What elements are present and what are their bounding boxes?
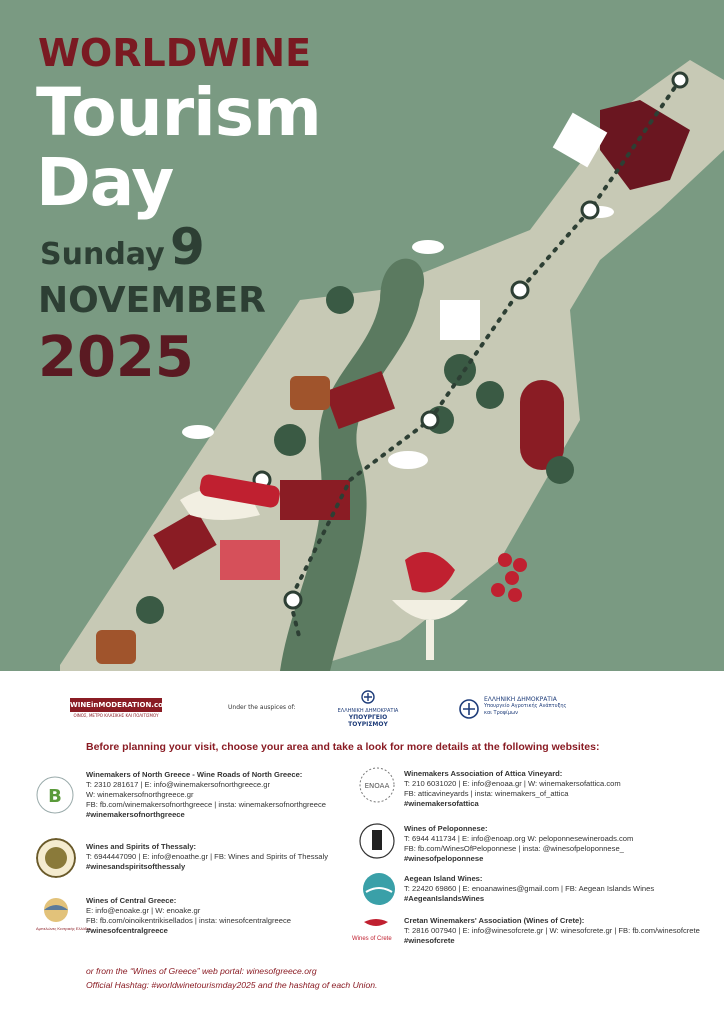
entry-north-greece [86,770,326,820]
headline-day: Day [36,144,174,221]
svg-text:ENOAA: ENOAA [364,782,390,790]
entry-peloponnese [404,824,633,864]
entry-hashtag: #AegeanIslandsWines [404,894,485,903]
svg-text:B: B [48,786,62,807]
entry-name: Wines of Central Greece: [86,896,177,905]
entry-hashtag: #winemakersofattica [404,799,479,808]
entry-line: T: 2816 007940 | E: info@winesofcrete.gr | W: winesofcrete.gr | FB: fb.com/winesofcrete [404,926,700,935]
entry-line: T: 6944 411734 | E: info@enoap.org W: peloponnesewineroads.com [404,834,634,843]
entry-line: T: 2310 281617 | E: info@winemakersofnorthgreece.gr [86,780,271,789]
ministry-agriculture-logo [458,694,608,728]
headline-tourism: Tourism [36,74,321,151]
sponsor-logos [0,690,724,730]
footer-hashtag-line: Official Hashtag: #worldwinetourismday2025 and the hashtag of each Union. [86,980,378,990]
north-greece-logo [36,776,74,814]
peloponnese-logo [358,822,396,860]
date-month: NOVEMBER [38,280,266,321]
wim-logo-subtitle: ΟΙΝΟΣ, ΜΕΤΡΟ ΚΛΑΣΙΚΗΣ ΚΑΙ ΠΟΛΙΤΙΣΜΟΥ [73,713,159,718]
entry-line: FB: atticavineyards | insta: winemakers_of_attica [404,789,569,798]
entry-line: T: 22420 69860 | E: enoanawines@gmail.com | FB: Aegean Islands Wines [404,884,655,893]
entry-line: FB: fb.com/winemakersofnorthgreece | insta: winemakersofnorthgreece [86,800,327,809]
headline-worldwine: WORLDWINE [38,31,312,75]
entry-name: Winemakers Association of Attica Vineyard: [404,769,563,778]
attica-logo [358,766,396,804]
entry-thessaly [86,842,328,872]
central-greece-logo-text: Αμπελώνες Κεντρικής Ελλάδας [36,926,92,931]
ministry-agri-line3: και Τροφίμων [484,710,518,716]
entry-line: T: 210 6031020 | E: info@enoaa.gr | W: winemakersofattica.com [404,779,621,788]
entry-attica [404,769,621,809]
wim-logo-title: WINEinMODERATION.com [70,698,162,712]
wine-in-moderation-logo [70,698,171,722]
entry-name: Wines and Spirits of Thessaly: [86,842,197,851]
thessaly-logo [36,838,76,878]
auspices-label: Under the auspices of: [228,704,296,711]
ministry-tourism-line1: ΕΛΛΗΝΙΚΗ ΔΗΜΟΚΡΑΤΙΑ [337,708,399,714]
date-year: 2025 [38,325,194,390]
greek-emblem-icon [361,690,375,704]
entry-name: Cretan Winemakers' Association (Wines of Crete): [404,916,585,925]
entry-aegean [404,874,654,904]
entry-line: W: winemakersofnorthgreece.gr [86,790,194,799]
entry-line: FB: fb.com/oinoikentrikisellados | insta: winesofcentralgreece [86,916,291,925]
ministry-tourism-line2: ΥΠΟΥΡΓΕΙΟ ΤΟΥΡΙΣΜΟΥ [348,714,388,728]
entry-hashtag: #winesofcentralgreece [86,926,168,935]
aegean-logo [362,872,396,906]
ministry-tourism-logo [328,690,408,728]
entry-name: Aegean Island Wines: [404,874,483,883]
entry-line: T: 6944447090 | E: info@enoathe.gr | FB: Wines and Spirits of Thessaly [86,852,328,861]
entry-crete [404,916,700,946]
entry-hashtag: #winesofcrete [404,936,455,945]
date-day: 9 [170,218,205,276]
entry-name: Wines of Peloponnese: [404,824,488,833]
ministry-agri-line1: ΕΛΛΗΝΙΚΗ ΔΗΜΟΚΡΑΤΙΑ [484,696,557,703]
crete-logo-text: Wines of Crete [352,936,392,942]
entry-name: Winemakers of North Greece - Wine Roads of North Greece: [86,770,303,779]
greek-emblem-icon [458,698,480,720]
planning-headline: Before planning your visit, choose your area and take a look for more details at the following websites: [86,741,600,753]
entry-central-greece [86,896,291,936]
footer-text [86,964,377,992]
entry-line: FB: fb.com/WinesOfPeloponnese | insta: @winesofpeloponnese_ [404,844,624,853]
entry-hashtag: #winesofpeloponnese [404,854,484,863]
footer-portal-line: or from the “Wines of Greece” web portal: winesofgreece.org [86,966,317,976]
date-weekday: Sunday [40,237,165,272]
entry-hashtag: #winemakersofnorthgreece [86,810,185,819]
entry-hashtag: #winesandspiritsofthessaly [86,862,186,871]
entry-line: E: info@enoake.gr | W: enoake.gr [86,906,201,915]
ministry-agri-line2: Υπουργείο Αγροτικής Ανάπτυξης [484,703,567,709]
